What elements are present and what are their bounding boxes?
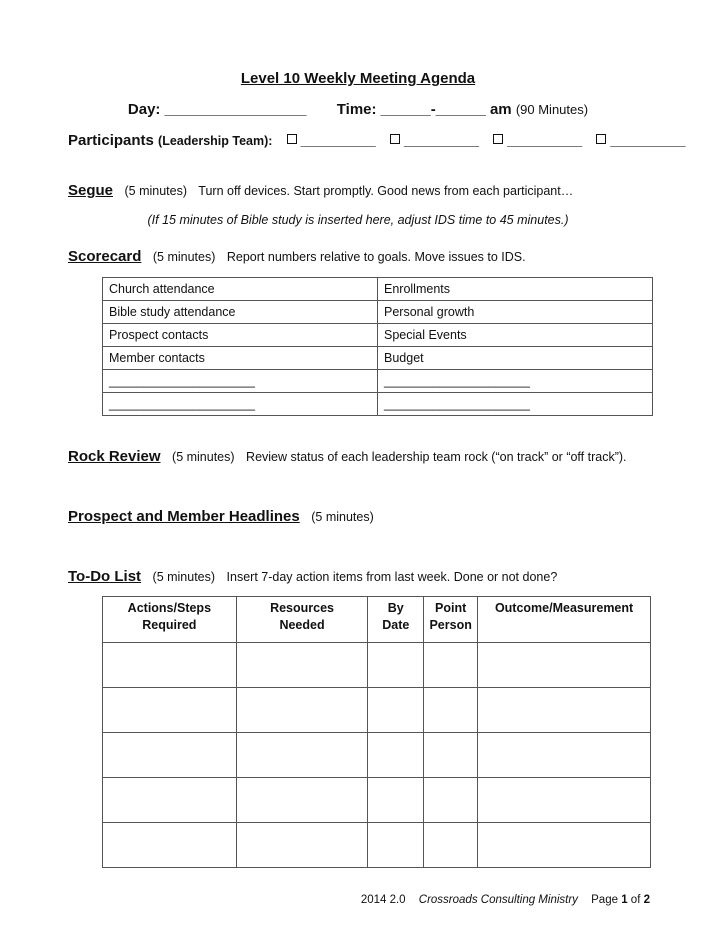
todo-cell[interactable]	[478, 688, 651, 733]
rock-review-heading: Rock Review	[68, 448, 161, 465]
todo-cell[interactable]	[478, 823, 651, 868]
participant-blank-4: _________	[610, 132, 686, 149]
column-header-actions: Actions/Steps Required	[103, 597, 237, 643]
scorecard-blank-cell[interactable]: _____________________	[103, 370, 378, 393]
participant-entry	[390, 132, 479, 149]
todo-cell[interactable]	[424, 643, 478, 688]
scorecard-cell: Enrollments	[378, 278, 653, 301]
scorecard-blank-cell[interactable]: _____________________	[378, 393, 653, 416]
todo-cell[interactable]	[368, 643, 424, 688]
meeting-duration: (90 Minutes)	[515, 102, 589, 117]
todo-cell[interactable]	[368, 688, 424, 733]
todo-cell[interactable]	[236, 688, 368, 733]
table-row	[103, 278, 653, 301]
participant-entry	[493, 132, 582, 149]
footer-page-num: 1	[621, 894, 628, 906]
todo-cell[interactable]	[424, 778, 478, 823]
footer-page-total: 2	[643, 894, 650, 906]
todo-heading: To-Do List	[68, 568, 142, 585]
participants-sublabel: (Leadership Team):	[158, 134, 273, 148]
scorecard-cell: Church attendance	[103, 278, 378, 301]
segue-heading: Segue	[68, 182, 114, 199]
headlines-heading: Prospect and Member Headlines	[68, 508, 300, 525]
scorecard-blank-cell[interactable]: _____________________	[103, 393, 378, 416]
am-label: am	[489, 101, 512, 118]
scorecard-duration: (5 minutes)	[152, 250, 216, 264]
todo-cell[interactable]	[103, 733, 237, 778]
table-row	[103, 733, 651, 778]
headlines-duration: (5 minutes)	[311, 510, 374, 524]
time-label: Time:	[336, 101, 377, 118]
todo-text: Insert 7-day action items from last week. Done or not done?	[226, 570, 558, 584]
scorecard-cell: Budget	[378, 347, 653, 370]
column-header-point-person: Point Person	[424, 597, 478, 643]
todo-cell[interactable]	[424, 733, 478, 778]
table-row	[103, 301, 653, 324]
participant-checkbox-2[interactable]	[390, 134, 400, 144]
todo-cell[interactable]	[236, 823, 368, 868]
todo-duration: (5 minutes)	[152, 570, 216, 584]
todo-cell[interactable]	[368, 823, 424, 868]
day-blank: _________________	[164, 101, 307, 118]
scorecard-cell: Member contacts	[103, 347, 378, 370]
todo-cell[interactable]	[236, 643, 368, 688]
participant-checkbox-3[interactable]	[493, 134, 503, 144]
time-start-blank: ______	[380, 101, 431, 118]
participant-entry	[596, 132, 685, 149]
participant-blank-1: _________	[300, 132, 376, 149]
scorecard-cell: Prospect contacts	[103, 324, 378, 347]
scorecard-section	[68, 248, 526, 265]
time-separator: -	[430, 101, 436, 118]
table-row	[103, 778, 651, 823]
page-footer	[361, 894, 650, 906]
footer-of-label: of	[630, 894, 641, 906]
column-header-resources: Resources Needed	[236, 597, 368, 643]
time-end-blank: ______	[435, 101, 486, 118]
day-label: Day:	[127, 101, 161, 118]
table-row	[103, 393, 653, 416]
todo-cell[interactable]	[103, 688, 237, 733]
participant-entry	[287, 132, 376, 149]
participant-checkbox-1[interactable]	[287, 134, 297, 144]
table-row	[103, 643, 651, 688]
todo-cell[interactable]	[424, 823, 478, 868]
footer-org: Crossroads Consulting Ministry	[418, 894, 578, 906]
participants-line	[68, 132, 685, 149]
headlines-section	[68, 508, 382, 525]
todo-table	[102, 596, 651, 868]
todo-cell[interactable]	[478, 643, 651, 688]
todo-cell[interactable]	[368, 733, 424, 778]
segue-note: (If 15 minutes of Bible study is inserted here, adjust IDS time to 45 minutes.)	[147, 213, 569, 227]
scorecard-blank-cell[interactable]: _____________________	[378, 370, 653, 393]
scorecard-cell: Personal growth	[378, 301, 653, 324]
rock-review-text: Review status of each leadership team rock (“on track” or “off track”).	[246, 450, 627, 464]
column-header-by-date: By Date	[368, 597, 424, 643]
participant-checkbox-4[interactable]	[596, 134, 606, 144]
todo-cell[interactable]	[368, 778, 424, 823]
todo-cell[interactable]	[424, 688, 478, 733]
segue-duration: (5 minutes)	[124, 184, 188, 198]
todo-cell[interactable]	[478, 778, 651, 823]
participant-blank-2: _________	[403, 132, 479, 149]
table-row	[103, 370, 653, 393]
todo-section	[68, 568, 557, 585]
todo-cell[interactable]	[236, 778, 368, 823]
day-time-line	[0, 101, 716, 118]
todo-header-row	[103, 597, 651, 643]
scorecard-table	[102, 277, 653, 416]
todo-cell[interactable]	[478, 733, 651, 778]
table-row	[103, 688, 651, 733]
segue-text: Turn off devices. Start promptly. Good news from each participant…	[198, 184, 574, 198]
footer-page-label: Page	[591, 894, 618, 906]
scorecard-cell: Bible study attendance	[103, 301, 378, 324]
todo-cell[interactable]	[103, 778, 237, 823]
scorecard-heading: Scorecard	[68, 248, 142, 265]
page-title: Level 10 Weekly Meeting Agenda	[240, 70, 476, 87]
participants-label: Participants	[68, 132, 154, 149]
rock-review-section	[68, 448, 627, 465]
participant-blank-3: _________	[507, 132, 583, 149]
table-row	[103, 823, 651, 868]
rock-review-duration: (5 minutes)	[172, 450, 235, 464]
column-header-outcome: Outcome/Measurement	[478, 597, 651, 643]
table-row	[103, 347, 653, 370]
scorecard-cell: Special Events	[378, 324, 653, 347]
scorecard-text: Report numbers relative to goals. Move issues to IDS.	[226, 250, 526, 264]
table-row	[103, 324, 653, 347]
todo-cell[interactable]	[103, 643, 237, 688]
segue-section	[68, 182, 573, 199]
todo-cell[interactable]	[236, 733, 368, 778]
todo-cell[interactable]	[103, 823, 237, 868]
footer-version: 2014 2.0	[360, 894, 406, 906]
